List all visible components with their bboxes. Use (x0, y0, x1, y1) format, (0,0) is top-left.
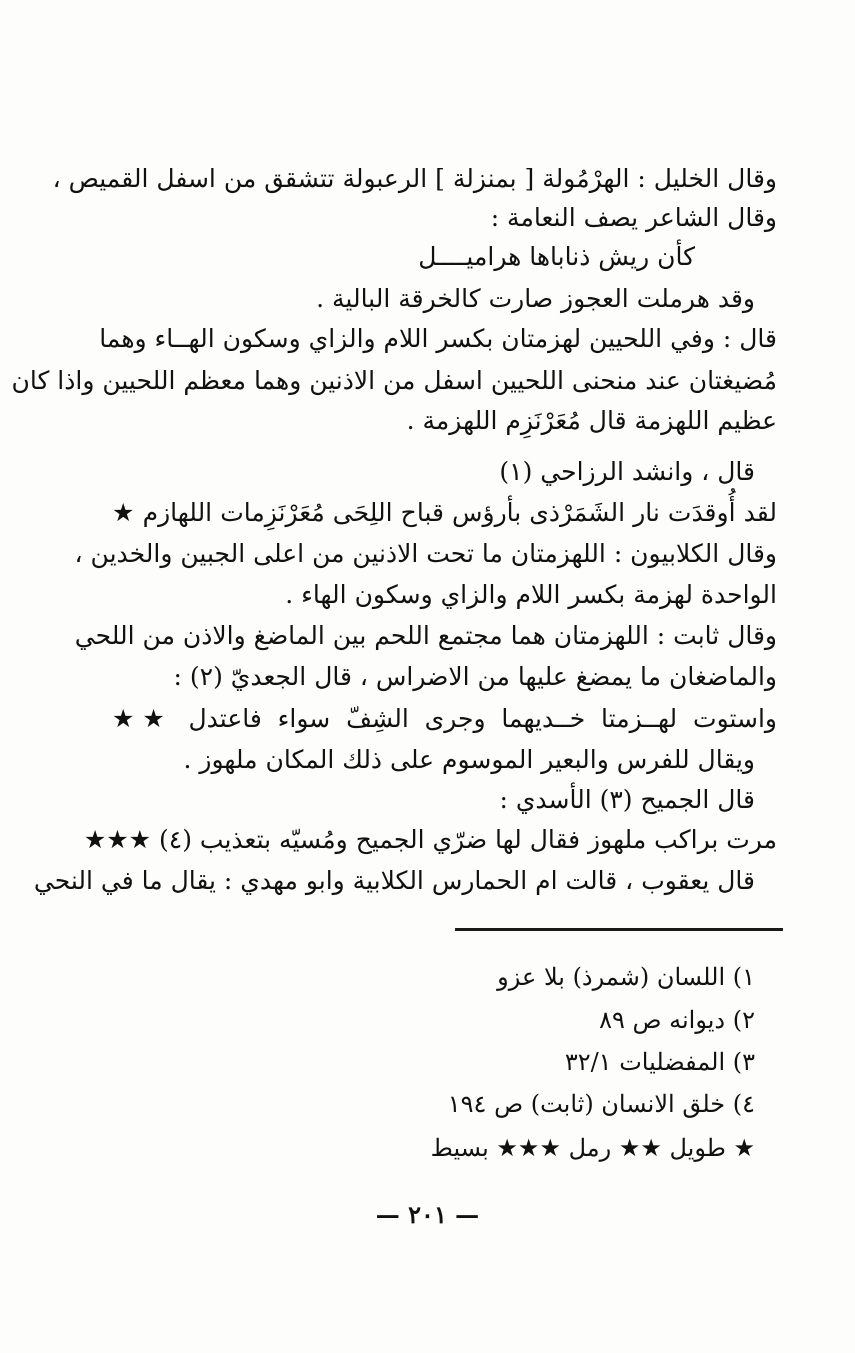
footnote-3: ٣) المفضليات ٣٢/١ (564, 1048, 755, 1076)
text-line-11: والماضغان ما يمضغ عليها من الاضراس ، قال الجعديّ (٢) : (173, 662, 777, 691)
footnote-1: ١) اللسان (شمرذ) بلا عزو (497, 963, 755, 991)
text-line-6: عظيم اللهزمة قال مُعَرْنَزِم اللهزمة . (406, 406, 777, 435)
text-line-8: وقال الكلابيون : اللهزمتان ما تحت الاذنين من اعلى الجبين والخدين ، (74, 539, 777, 568)
footnote-4: ٤) خلق الانسان (ثابت) ص ١٩٤ (447, 1090, 755, 1118)
verse-line-2: لقد أُوقدَت نار الشَمَرْذى بأرؤس قباح اللِحَى مُعَرْنَزِمات اللهازم ★ (112, 498, 777, 527)
verse-line-3: واستوت لهــزمتا خــديهما وجرى الشِفّ سواء فاعتدل ★★ (112, 704, 777, 733)
footnote-separator (455, 928, 783, 931)
page-number: — ٢٠١ — (375, 1200, 480, 1229)
text-line-14: قال يعقوب ، قالت ام الحمارس الكلابية وابو مهدي : يقال ما في النحي (33, 866, 755, 895)
text-line-13: قال الجميح (٣) الأسدي : (499, 785, 755, 814)
text-line-4: قال : وفي اللحيين لهزمتان بكسر اللام والزاي وسكون الهــاء وهما (99, 324, 777, 353)
text-line-5: مُضيغتان عند منحنى اللحيين اسفل من الاذنين وهما معظم اللحيين واذا كان (11, 366, 777, 395)
meter-legend: ★ طويل ★★ رمل ★★★ بسيط (430, 1134, 755, 1162)
verse-line-4: مرت براكب ملهوز فقال لها ضرّي الجميح ومُسيّه بتعذيب (٤) ★★★ (83, 825, 777, 854)
text-line-2: وقال الشاعر يصف النعامة : (490, 203, 777, 232)
text-line-9: الواحدة لهزمة بكسر اللام والزاي وسكون الهاء . (285, 580, 777, 609)
text-line-1: وقال الخليل : الهرْمُولة [ بمنزلة ] الرعبولة تتشقق من اسفل القميص ، (52, 164, 777, 193)
text-line-7: قال ، وانشد الرزاحي (١) (499, 457, 755, 486)
text-line-12: ويقال للفرس والبعير الموسوم على ذلك المكان ملهوز . (183, 745, 755, 774)
verse-line-1: كأن ريش ذناباها هراميــــل (418, 242, 695, 271)
text-line-3: وقد هرملت العجوز صارت كالخرقة البالية . (316, 284, 755, 313)
text-line-10: وقال ثابت : اللهزمتان هما مجتمع اللحم بين الماضغ والاذن من اللحي (74, 621, 777, 650)
footnote-2: ٢) ديوانه ص ٨٩ (599, 1006, 755, 1034)
